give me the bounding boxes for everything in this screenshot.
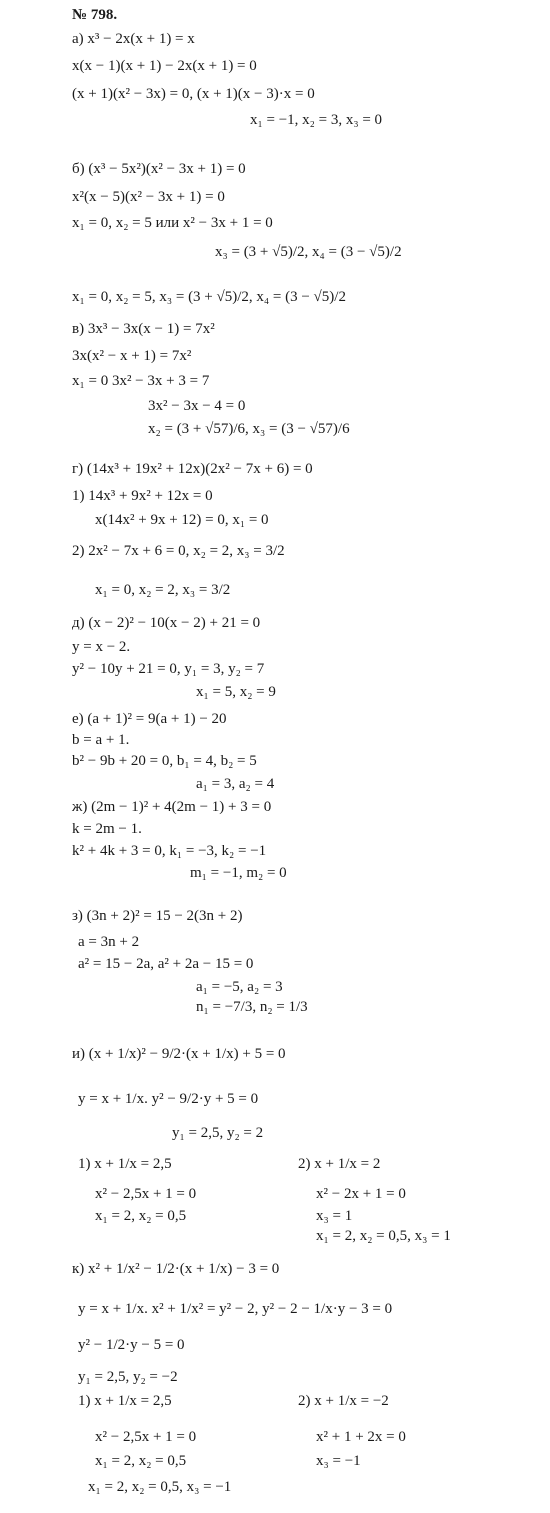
solution-line: x₁ = 0 3x² − 3x + 3 = 7 [72,373,210,389]
solution-line: (x + 1)(x² − 3x) = 0, (x + 1)(x − 3)·x = 0 [72,86,315,102]
solution-line: y² − 10y + 21 = 0, y₁ = 3, y₂ = 7 [72,661,265,677]
solution-line: x₁ = 0, x₂ = 5, x₃ = (3 + √5)/2, x₄ = (3 − √5)/2 [72,289,346,305]
solution-line: x₁ = 2, x₂ = 0,5, x₃ = 1 [316,1228,451,1244]
solution-line: x₁ = 0, x₂ = 5 или x² − 3x + 1 = 0 [72,215,273,231]
solution-line: a² = 15 − 2a, a² + 2a − 15 = 0 [78,956,254,972]
solution-line: b = a + 1. [72,732,130,748]
solution-line: x₁ = 0, x₂ = 2, x₃ = 3/2 [95,582,231,598]
solution-line: x₃ = 1 [316,1208,353,1224]
solution-line: x(x − 1)(x + 1) − 2x(x + 1) = 0 [72,58,257,74]
solution-line: и) (x + 1/x)² − 9/2·(x + 1/x) + 5 = 0 [72,1046,286,1062]
solution-line: n₁ = −7/3, n₂ = 1/3 [196,999,308,1015]
solution-line: x₁ = 2, x₂ = 0,5, x₃ = −1 [88,1479,232,1495]
solution-line: k = 2m − 1. [72,821,142,837]
solution-line: x² − 2x + 1 = 0 [316,1186,406,1202]
solution-line: г) (14x³ + 19x² + 12x)(2x² − 7x + 6) = 0 [72,461,313,477]
solution-line: з) (3n + 2)² = 15 − 2(3n + 2) [72,908,243,924]
solution-line: y₁ = 2,5, y₂ = −2 [78,1369,178,1385]
solution-line: x₃ = (3 + √5)/2, x₄ = (3 − √5)/2 [215,244,402,260]
solution-line: x(14x² + 9x + 12) = 0, x₁ = 0 [95,512,269,528]
solution-line: a₁ = −5, a₂ = 3 [196,979,283,995]
solution-line: x₁ = 2, x₂ = 0,5 [95,1453,187,1469]
solution-line: x² − 2,5x + 1 = 0 [95,1186,197,1202]
solution-line: x₂ = (3 + √57)/6, x₃ = (3 − √57)/6 [148,421,350,437]
solution-line: 3x(x² − x + 1) = 7x² [72,348,192,364]
problem-number: № 798. [72,7,118,23]
solution-line: x² − 2,5x + 1 = 0 [95,1429,197,1445]
solution-line: а) x³ − 2x(x + 1) = x [72,31,195,47]
solution-line: x₁ = −1, x₂ = 3, x₃ = 0 [250,112,383,128]
solution-line: x² + 1 + 2x = 0 [316,1429,406,1445]
solution-line: е) (a + 1)² = 9(a + 1) − 20 [72,711,227,727]
solution-line: б) (x³ − 5x²)(x² − 3x + 1) = 0 [72,161,246,177]
solution-line: д) (x − 2)² − 10(x − 2) + 21 = 0 [72,615,261,631]
solution-line: 1) x + 1/x = 2,5 [78,1393,172,1409]
solution-line: m₁ = −1, m₂ = 0 [190,865,287,881]
solution-line: 1) 14x³ + 9x² + 12x = 0 [72,488,213,504]
solution-line: y₁ = 2,5, y₂ = 2 [172,1125,264,1141]
solution-line: a₁ = 3, a₂ = 4 [196,776,275,792]
solution-line: x₁ = 5, x₂ = 9 [196,684,276,700]
solution-line: y² − 1/2·y − 5 = 0 [78,1337,185,1353]
solution-line: к) x² + 1/x² − 1/2·(x + 1/x) − 3 = 0 [72,1261,280,1277]
solution-line: x²(x − 5)(x² − 3x + 1) = 0 [72,189,225,205]
solution-line: y = x + 1/x. y² − 9/2·y + 5 = 0 [78,1091,259,1107]
solution-line: b² − 9b + 20 = 0, b₁ = 4, b₂ = 5 [72,753,257,769]
solution-line: 1) x + 1/x = 2,5 [78,1156,172,1172]
solution-line: a = 3n + 2 [78,934,140,950]
solution-line: 2) 2x² − 7x + 6 = 0, x₂ = 2, x₃ = 3/2 [72,543,285,559]
solution-line: x₁ = 2, x₂ = 0,5 [95,1208,187,1224]
solution-line: y = x − 2. [72,639,131,655]
solution-line: 2) x + 1/x = 2 [298,1156,381,1172]
solution-line: в) 3x³ − 3x(x − 1) = 7x² [72,321,215,337]
solution-line: y = x + 1/x. x² + 1/x² = y² − 2, y² − 2 − 1/x·y − 3 = 0 [78,1301,393,1317]
solution-line: x₃ = −1 [316,1453,361,1469]
solution-line: k² + 4k + 3 = 0, k₁ = −3, k₂ = −1 [72,843,267,859]
solution-line: 3x² − 3x − 4 = 0 [148,398,246,414]
solution-line: 2) x + 1/x = −2 [298,1393,389,1409]
solution-line: ж) (2m − 1)² + 4(2m − 1) + 3 = 0 [72,799,272,815]
